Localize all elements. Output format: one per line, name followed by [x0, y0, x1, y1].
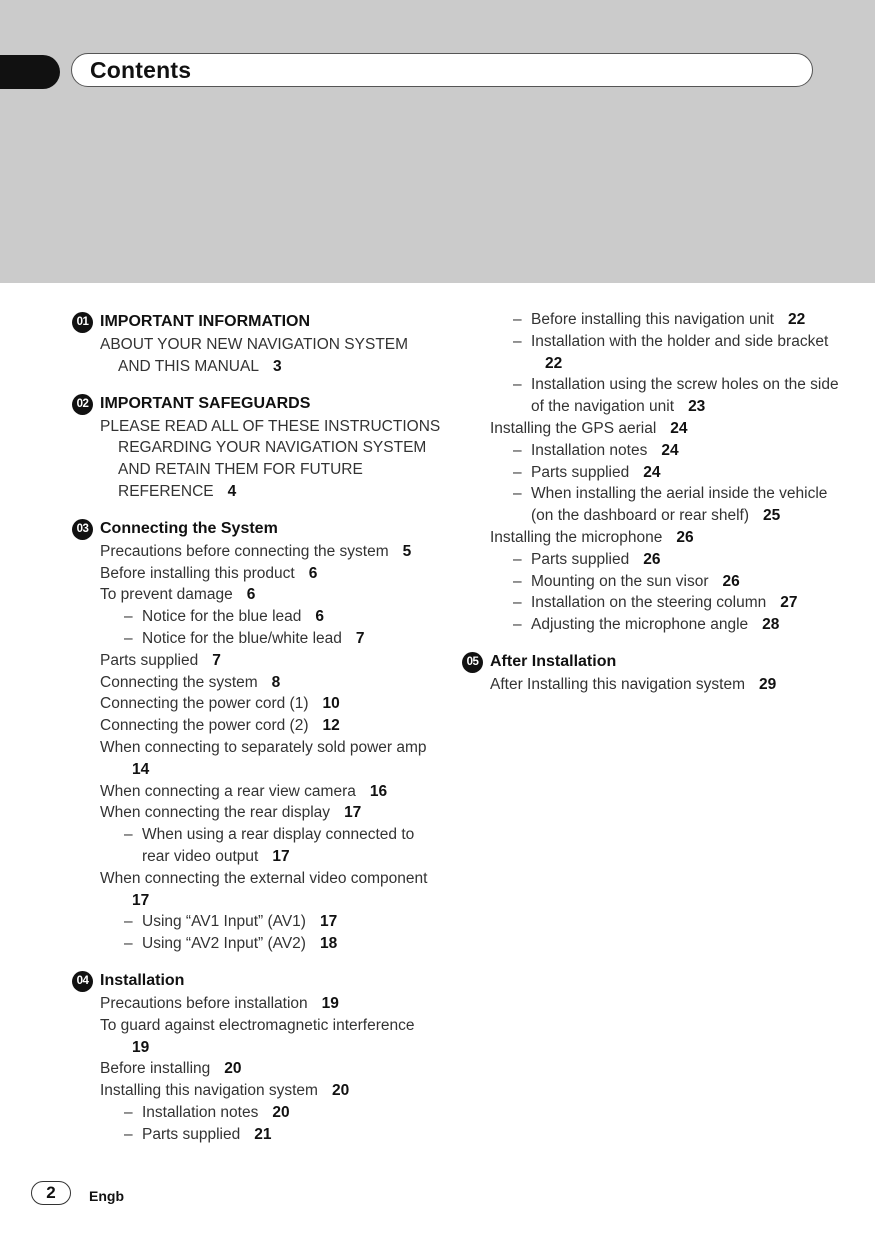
entry-text: Parts supplied [531, 463, 630, 481]
toc-subentry[interactable] [72, 606, 442, 628]
entry-page: 18 [319, 935, 338, 953]
entry-page: 29 [759, 675, 777, 693]
entry-page: 19 [132, 1038, 150, 1056]
section-title: Connecting the System [100, 519, 278, 537]
entry-page: 17 [132, 891, 150, 909]
toc-subentry[interactable] [72, 933, 442, 955]
toc-section [72, 311, 442, 378]
section-number-badge: 05 [462, 652, 483, 673]
language-code: Engb [89, 1188, 124, 1204]
entry-page: 17 [344, 804, 362, 822]
toc-section [72, 970, 442, 1146]
toc-subentry[interactable] [462, 549, 842, 571]
entry-text: Before installing [100, 1060, 211, 1078]
section-number-badge: 03 [72, 519, 93, 540]
header-tab-marker [0, 55, 60, 89]
section-heading[interactable] [72, 518, 442, 540]
entry-text: Installing the microphone [490, 528, 663, 546]
entry-page: 20 [272, 1103, 290, 1121]
entry-text: When connecting to separately sold power amp [100, 738, 427, 756]
toc-entry[interactable] [72, 541, 442, 563]
toc-subentry[interactable] [72, 628, 442, 650]
entry-text: When using a rear display connected to rear video output [142, 826, 415, 865]
entry-page: 6 [315, 608, 325, 626]
toc-subentry[interactable] [462, 309, 842, 331]
entry-text: Notice for the blue lead [142, 608, 302, 626]
entry-text: Installation on the steering column [531, 594, 767, 612]
toc-entry[interactable] [72, 416, 442, 503]
entry-page: 8 [271, 673, 281, 691]
entry-text: Parts supplied [100, 651, 199, 669]
entry-page: 23 [688, 398, 706, 416]
entry-text: When installing the aerial inside the vehicle (on the dashboard or rear shelf) [531, 485, 828, 525]
entry-text: To guard against electromagnetic interference [100, 1016, 415, 1034]
entry-page: 7 [212, 651, 221, 669]
section-heading[interactable] [72, 393, 442, 415]
toc-entry[interactable] [72, 563, 442, 585]
section-heading[interactable] [72, 311, 442, 333]
dash-bullet: – [513, 594, 522, 612]
entry-page: 21 [254, 1125, 272, 1143]
entry-page: 24 [670, 419, 688, 437]
section-heading[interactable] [72, 970, 442, 992]
entry-text: Using “AV1 Input” (AV1) [142, 913, 306, 931]
toc-subentry[interactable] [72, 911, 442, 933]
dash-bullet: – [513, 550, 522, 568]
dash-bullet: – [513, 572, 522, 590]
dash-bullet: – [124, 629, 133, 647]
section-number-badge: 02 [72, 394, 93, 415]
entry-text: Installation with the holder and side bracket [531, 332, 829, 350]
toc-entry[interactable] [72, 693, 442, 715]
page-number: 2 [31, 1181, 71, 1205]
toc-subentry[interactable] [462, 462, 842, 484]
entry-text: Precautions before connecting the system [100, 542, 389, 560]
section-title: Installation [100, 971, 185, 989]
entry-text: When connecting a rear view camera [100, 782, 356, 800]
entry-page: 16 [369, 782, 388, 800]
toc-continued [462, 309, 842, 636]
entry-page: 10 [322, 695, 340, 713]
toc-entry[interactable] [72, 802, 442, 824]
toc-subentry[interactable] [72, 1102, 442, 1124]
dash-bullet: – [513, 311, 522, 328]
entry-text: To prevent damage [100, 586, 233, 604]
section-number-badge: 01 [72, 312, 93, 333]
entry-text: Parts supplied [142, 1125, 241, 1143]
toc-entry[interactable] [72, 584, 442, 606]
title-box [71, 53, 813, 87]
entry-text: Parts supplied [531, 550, 630, 568]
entry-page: 24 [643, 463, 661, 481]
entry-page: 20 [331, 1082, 350, 1100]
toc-subentry[interactable] [72, 824, 442, 868]
entry-text: Notice for the blue/white lead [142, 629, 342, 647]
section-title: After Installation [490, 652, 617, 670]
dash-bullet: – [513, 463, 522, 481]
toc-entry[interactable] [72, 737, 442, 781]
entry-page: 5 [402, 542, 412, 560]
toc-section [72, 518, 442, 955]
toc-entry[interactable] [72, 1058, 442, 1080]
entry-page: 28 [762, 616, 780, 634]
entry-text: Precautions before installation [100, 994, 308, 1012]
toc-entry[interactable] [462, 674, 842, 696]
entry-text: Installation notes [142, 1103, 259, 1121]
page-title: Contents [90, 57, 192, 83]
entry-page: 25 [762, 507, 781, 525]
toc-section [72, 393, 442, 503]
entry-page: 19 [321, 994, 339, 1012]
section-title: IMPORTANT INFORMATION [100, 313, 311, 330]
toc-entry[interactable] [72, 334, 442, 378]
entry-page: 6 [246, 586, 256, 604]
dash-bullet: – [513, 441, 522, 459]
toc-entry[interactable] [72, 868, 442, 912]
toc-subentry[interactable] [462, 592, 842, 614]
entry-page: 26 [676, 528, 694, 546]
entry-page: 26 [722, 572, 740, 590]
dash-bullet: – [124, 608, 133, 626]
toc-subentry[interactable] [462, 483, 842, 527]
entry-page: 3 [272, 357, 282, 375]
entry-page: 14 [132, 760, 150, 778]
toc-entry[interactable] [462, 418, 842, 440]
entry-text: Connecting the power cord (2) [100, 717, 309, 735]
entry-text: After Installing this navigation system [490, 675, 746, 693]
toc-entry[interactable] [72, 1015, 442, 1059]
dash-bullet: – [124, 826, 133, 844]
toc-entry[interactable] [72, 993, 442, 1015]
section-number-badge: 04 [72, 971, 93, 992]
toc-subentry[interactable] [462, 614, 842, 636]
entry-text: Installation notes [531, 441, 648, 459]
entry-text: When connecting the external video component [100, 869, 428, 887]
entry-text: Installation using the screw holes on the side of the navigation unit [531, 376, 839, 416]
entry-page: 4 [227, 482, 237, 500]
entry-text: Before installing this product [100, 564, 295, 582]
entry-text: Connecting the power cord (1) [100, 695, 309, 713]
entry-text: Using “AV2 Input” (AV2) [142, 935, 306, 953]
entry-page: 20 [224, 1060, 242, 1078]
dash-bullet: – [513, 376, 522, 394]
dash-bullet: – [513, 332, 522, 350]
dash-bullet: – [513, 485, 522, 503]
entry-text: Connecting the system [100, 673, 258, 691]
toc-entry[interactable] [72, 650, 442, 672]
entry-page: 7 [355, 629, 365, 647]
toc-entry[interactable] [462, 527, 842, 549]
dash-bullet: – [124, 1125, 133, 1143]
entry-text: Adjusting the microphone angle [531, 616, 749, 634]
section-heading[interactable] [462, 651, 842, 673]
dash-bullet: – [124, 935, 133, 953]
dash-bullet: – [124, 1103, 133, 1121]
toc-entry[interactable] [72, 672, 442, 694]
entry-page: 26 [643, 550, 661, 568]
section-title: IMPORTANT SAFEGUARDS [100, 394, 311, 412]
entry-text: Before installing this navigation unit [531, 311, 774, 328]
toc-entry[interactable] [72, 781, 442, 803]
entry-page: 27 [780, 594, 798, 612]
entry-text: ABOUT YOUR NEW NAVIGATION SYSTEM AND THIS MANUAL [100, 336, 409, 375]
entry-text: When connecting the rear display [100, 804, 331, 822]
entry-page: 17 [272, 847, 290, 865]
dash-bullet: – [513, 616, 522, 634]
entry-page: 6 [308, 564, 318, 582]
toc-subentry[interactable] [462, 571, 842, 593]
toc-entry[interactable] [72, 715, 442, 737]
entry-page: 17 [319, 913, 338, 931]
toc-entry[interactable] [72, 1080, 442, 1102]
toc-subentry[interactable] [72, 1124, 442, 1146]
dash-bullet: – [124, 913, 133, 931]
entry-page: 12 [322, 717, 340, 735]
toc-subentry[interactable] [462, 374, 842, 418]
entry-page: 24 [661, 441, 679, 459]
header-band [0, 0, 875, 283]
toc-subentry[interactable] [462, 331, 842, 375]
toc-left-column [72, 311, 442, 1161]
toc-right-column [462, 309, 842, 711]
toc-subentry[interactable] [462, 440, 842, 462]
toc-section [462, 651, 842, 696]
entry-text: PLEASE READ ALL OF THESE INSTRUCTIONS REGARDING YOUR NAVIGATION SYSTEM AND RETAIN THEM FOR FUTURE REFERENCE [100, 417, 441, 500]
entry-text: Installing the GPS aerial [490, 419, 657, 437]
entry-page: 22 [545, 354, 563, 372]
entry-text: Installing this navigation system [100, 1082, 318, 1100]
entry-text: Mounting on the sun visor [531, 572, 709, 590]
entry-page: 22 [787, 311, 806, 328]
